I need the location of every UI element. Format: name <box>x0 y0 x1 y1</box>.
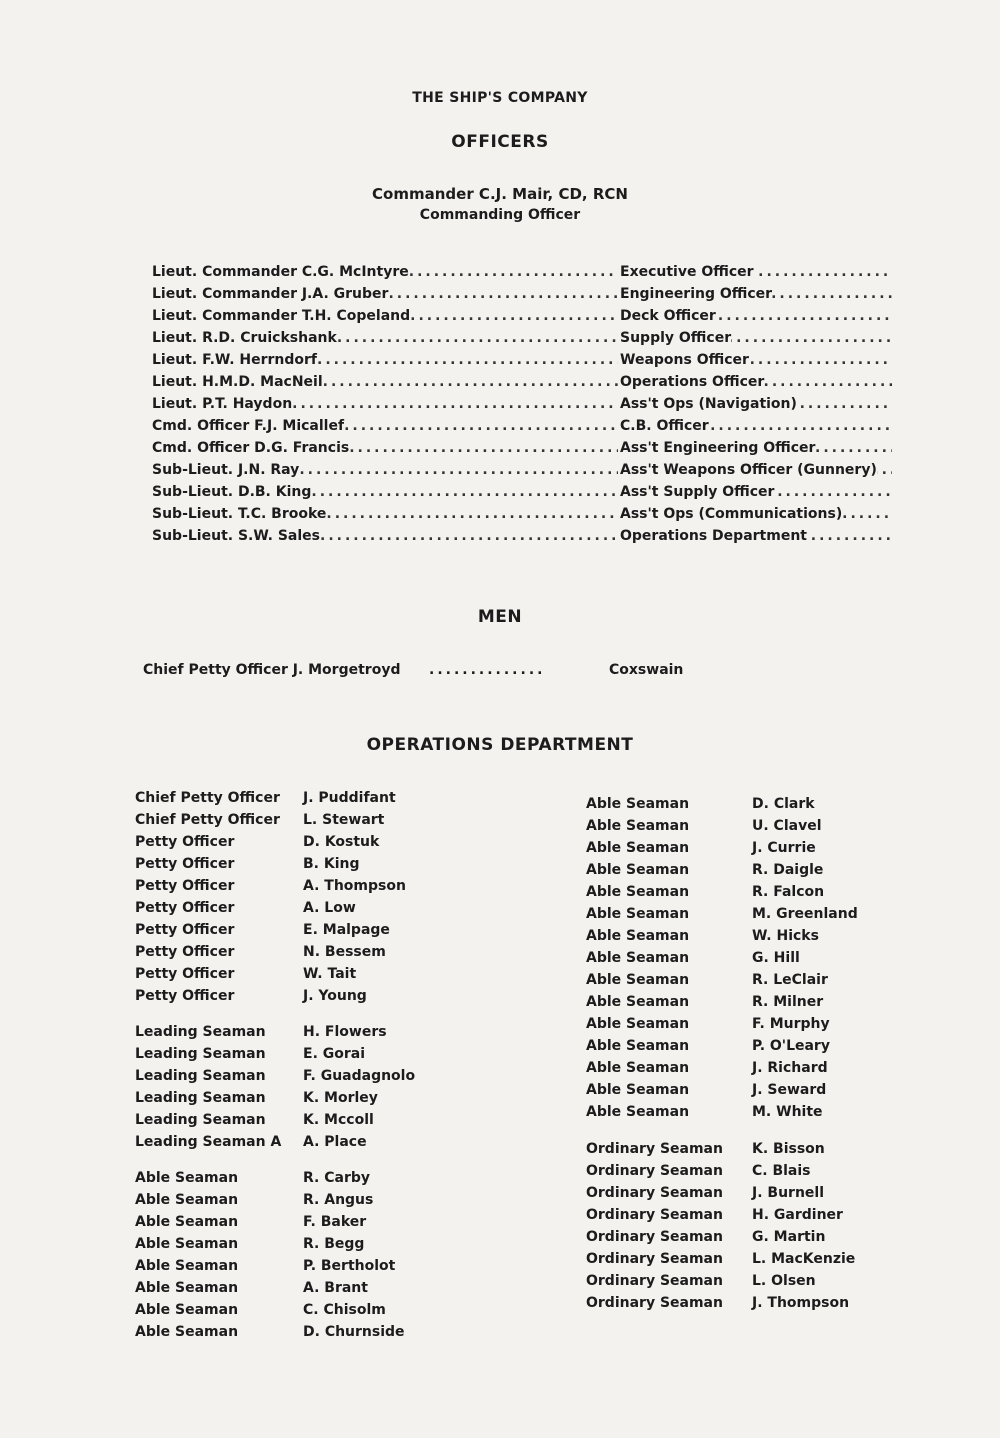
crew-name: J. Thompson <box>752 1295 850 1311</box>
crew-name: U. Clavel <box>752 818 822 834</box>
officer-row: Cmd. Officer D.G. Francis ..... Ass't Engineering Officer <box>152 440 892 462</box>
officer-row: Cmd. Officer F.J. Micallef ..... C.B. Officer <box>152 418 892 440</box>
crew-row <box>586 1273 906 1295</box>
crew-rank: Able Seaman <box>135 1192 239 1208</box>
crew-name: P. O'Leary <box>752 1038 830 1054</box>
crew-rank: Able Seaman <box>586 1038 690 1054</box>
crew-name: L. Olsen <box>752 1273 816 1289</box>
crew-name: W. Hicks <box>752 928 819 944</box>
crew-rank: Able Seaman <box>135 1302 239 1318</box>
crew-rank: Able Seaman <box>586 994 690 1010</box>
crew-name: K. Bisson <box>752 1141 825 1157</box>
crew-name: F. Murphy <box>752 1016 830 1032</box>
crew-name: A. Thompson <box>303 878 406 894</box>
crew-rank: Able Seaman <box>586 906 690 922</box>
page-heading: THE SHIP'S COMPANY <box>412 90 588 106</box>
crew-name: P. Bertholot <box>303 1258 396 1274</box>
coxswain-row <box>143 662 703 678</box>
crew-name: N. Bessem <box>303 944 386 960</box>
crew-name: H. Gardiner <box>752 1207 843 1223</box>
crew-row <box>135 1280 455 1302</box>
crew-rank: Able Seaman <box>586 928 690 944</box>
crew-name: F. Guadagnolo <box>303 1068 416 1084</box>
crew-row <box>135 790 455 812</box>
crew-row <box>135 944 455 966</box>
officer-row: Lieut. H.M.D. MacNeil ..... Operations Officer <box>152 374 892 396</box>
crew-name: M. Greenland <box>752 906 858 922</box>
crew-name: J. Richard <box>752 1060 828 1076</box>
crew-rank: Leading Seaman <box>135 1112 266 1128</box>
crew-rank: Leading Seaman <box>135 1090 266 1106</box>
officer-row: Sub-Lieut. J.N. Ray ..... Ass't Weapons Officer (Gunnery) <box>152 462 892 484</box>
coxswain-name: Chief Petty Officer J. Morgetroyd <box>143 662 401 678</box>
crew-rank: Petty Officer <box>135 988 235 1004</box>
officer-row: Sub-Lieut. S.W. Sales ..... Operations Department <box>152 528 892 550</box>
crew-rank: Petty Officer <box>135 856 235 872</box>
crew-name: K. Morley <box>303 1090 378 1106</box>
crew-rank: Petty Officer <box>135 966 235 982</box>
crew-name: J. Currie <box>752 840 816 856</box>
crew-row <box>586 1104 906 1126</box>
crew-rank: Ordinary Seaman <box>586 1251 723 1267</box>
crew-name: H. Flowers <box>303 1024 387 1040</box>
crew-name: E. Gorai <box>303 1046 366 1062</box>
crew-row <box>135 1134 455 1156</box>
crew-name: F. Baker <box>303 1214 367 1230</box>
crew-rank: Leading Seaman <box>135 1024 266 1040</box>
crew-row <box>135 834 455 856</box>
crew-row <box>135 1258 455 1280</box>
crew-row <box>135 1112 455 1134</box>
crew-name: C. Chisolm <box>303 1302 386 1318</box>
crew-row <box>586 818 906 840</box>
crew-row <box>135 1068 455 1090</box>
crew-rank: Leading Seaman <box>135 1046 266 1062</box>
crew-name: W. Tait <box>303 966 357 982</box>
men-heading: MEN <box>477 607 523 627</box>
officer-row: Lieut. Commander J.A. Gruber ..... Engineering Officer <box>152 286 892 308</box>
crew-row <box>586 862 906 884</box>
crew-name: A. Place <box>303 1134 367 1150</box>
crew-rank: Ordinary Seaman <box>586 1295 723 1311</box>
crew-rank: Petty Officer <box>135 900 235 916</box>
officer-row: Lieut. Commander C.G. McIntyre ..... Executive Officer <box>152 264 892 286</box>
crew-rank: Able Seaman <box>586 972 690 988</box>
crew-name: L. MacKenzie <box>752 1251 856 1267</box>
crew-name: R. Begg <box>303 1236 365 1252</box>
crew-rank: Chief Petty Officer <box>135 812 280 828</box>
crew-rank: Chief Petty Officer <box>135 790 280 806</box>
crew-name: R. Angus <box>303 1192 374 1208</box>
crew-name: A. Low <box>303 900 356 916</box>
crew-row <box>135 900 455 922</box>
commanding-officer-title: Commanding Officer <box>419 207 581 223</box>
crew-name: R. Falcon <box>752 884 825 900</box>
crew-name: K. Mccoll <box>303 1112 374 1128</box>
crew-row <box>135 878 455 900</box>
crew-name: D. Clark <box>752 796 815 812</box>
crew-row <box>586 1185 906 1207</box>
crew-row <box>135 1046 455 1068</box>
crew-row <box>135 922 455 944</box>
crew-rank: Ordinary Seaman <box>586 1207 723 1223</box>
crew-name: J. Burnell <box>752 1185 825 1201</box>
crew-rank: Leading Seaman A <box>135 1134 282 1150</box>
officer-row: Lieut. Commander T.H. Copeland ..... Deck Officer <box>152 308 892 330</box>
officers-heading: OFFICERS <box>451 132 549 152</box>
crew-rank: Able Seaman <box>586 1060 690 1076</box>
crew-rank: Able Seaman <box>586 840 690 856</box>
officer-row: Lieut. P.T. Haydon ..... Ass't Ops (Navigation) <box>152 396 892 418</box>
crew-row <box>135 1090 455 1112</box>
crew-rank: Petty Officer <box>135 834 235 850</box>
crew-row <box>586 1251 906 1273</box>
crew-row <box>586 1229 906 1251</box>
crew-row <box>586 1060 906 1082</box>
crew-row <box>586 1295 906 1317</box>
crew-row <box>135 1214 455 1236</box>
crew-row <box>135 1192 455 1214</box>
leader-dots: .............. <box>429 662 546 678</box>
crew-rank: Able Seaman <box>135 1236 239 1252</box>
crew-row <box>586 928 906 950</box>
crew-row <box>586 994 906 1016</box>
crew-row <box>586 1141 906 1163</box>
crew-name: R. Carby <box>303 1170 371 1186</box>
crew-row <box>586 1016 906 1038</box>
crew-name: G. Martin <box>752 1229 826 1245</box>
crew-name: J. Young <box>303 988 367 1004</box>
crew-row <box>135 988 455 1010</box>
crew-row <box>586 1207 906 1229</box>
crew-row <box>586 1163 906 1185</box>
crew-row <box>586 1038 906 1060</box>
crew-row <box>135 1324 455 1346</box>
crew-rank: Petty Officer <box>135 878 235 894</box>
crew-rank: Able Seaman <box>586 884 690 900</box>
crew-row <box>135 1024 455 1046</box>
crew-rank: Able Seaman <box>586 796 690 812</box>
crew-row <box>586 1082 906 1104</box>
crew-name: J. Seward <box>752 1082 827 1098</box>
crew-rank: Able Seaman <box>586 818 690 834</box>
crew-rank: Able Seaman <box>586 1104 690 1120</box>
crew-row <box>586 884 906 906</box>
crew-rank: Able Seaman <box>135 1258 239 1274</box>
crew-rank: Able Seaman <box>586 950 690 966</box>
commanding-officer-name: Commander C.J. Mair, CD, RCN <box>372 185 628 203</box>
crew-rank: Ordinary Seaman <box>586 1163 723 1179</box>
crew-name: G. Hill <box>752 950 800 966</box>
crew-rank: Ordinary Seaman <box>586 1185 723 1201</box>
crew-name: D. Churnside <box>303 1324 405 1340</box>
crew-rank: Ordinary Seaman <box>586 1229 723 1245</box>
crew-name: A. Brant <box>303 1280 368 1296</box>
crew-rank: Able Seaman <box>135 1214 239 1230</box>
crew-rank: Able Seaman <box>586 1016 690 1032</box>
crew-row <box>135 812 455 834</box>
crew-name: B. King <box>303 856 360 872</box>
crew-row <box>135 1302 455 1324</box>
crew-name: D. Kostuk <box>303 834 380 850</box>
crew-rank: Ordinary Seaman <box>586 1141 723 1157</box>
officer-row: Sub-Lieut. D.B. King ..... Ass't Supply Officer <box>152 484 892 506</box>
crew-name: M. White <box>752 1104 823 1120</box>
crew-rank: Petty Officer <box>135 922 235 938</box>
crew-row <box>586 950 906 972</box>
crew-rank: Leading Seaman <box>135 1068 266 1084</box>
officer-row: Lieut. F.W. Herrndorf ..... Weapons Officer <box>152 352 892 374</box>
crew-row <box>135 1170 455 1192</box>
crew-rank: Able Seaman <box>586 1082 690 1098</box>
crew-name: R. LeClair <box>752 972 828 988</box>
crew-row <box>135 1236 455 1258</box>
operations-heading: OPERATIONS DEPARTMENT <box>366 735 634 755</box>
crew-rank: Able Seaman <box>586 862 690 878</box>
crew-rank: Petty Officer <box>135 944 235 960</box>
crew-name: C. Blais <box>752 1163 811 1179</box>
crew-rank: Able Seaman <box>135 1324 239 1340</box>
crew-row <box>586 972 906 994</box>
crew-rank: Able Seaman <box>135 1280 239 1296</box>
crew-rank: Able Seaman <box>135 1170 239 1186</box>
crew-row <box>135 966 455 988</box>
crew-row <box>135 856 455 878</box>
crew-name: L. Stewart <box>303 812 385 828</box>
crew-name: R. Milner <box>752 994 824 1010</box>
crew-row <box>586 796 906 818</box>
crew-name: E. Malpage <box>303 922 390 938</box>
coxswain-role: Coxswain <box>609 662 684 678</box>
officer-row: Sub-Lieut. T.C. Brooke ..... Ass't Ops (Communications) <box>152 506 892 528</box>
crew-row <box>586 840 906 862</box>
crew-name: J. Puddifant <box>303 790 396 806</box>
crew-rank: Ordinary Seaman <box>586 1273 723 1289</box>
crew-name: R. Daigle <box>752 862 824 878</box>
officer-row: Lieut. R.D. Cruickshank ..... Supply Officer <box>152 330 892 352</box>
crew-row <box>586 906 906 928</box>
